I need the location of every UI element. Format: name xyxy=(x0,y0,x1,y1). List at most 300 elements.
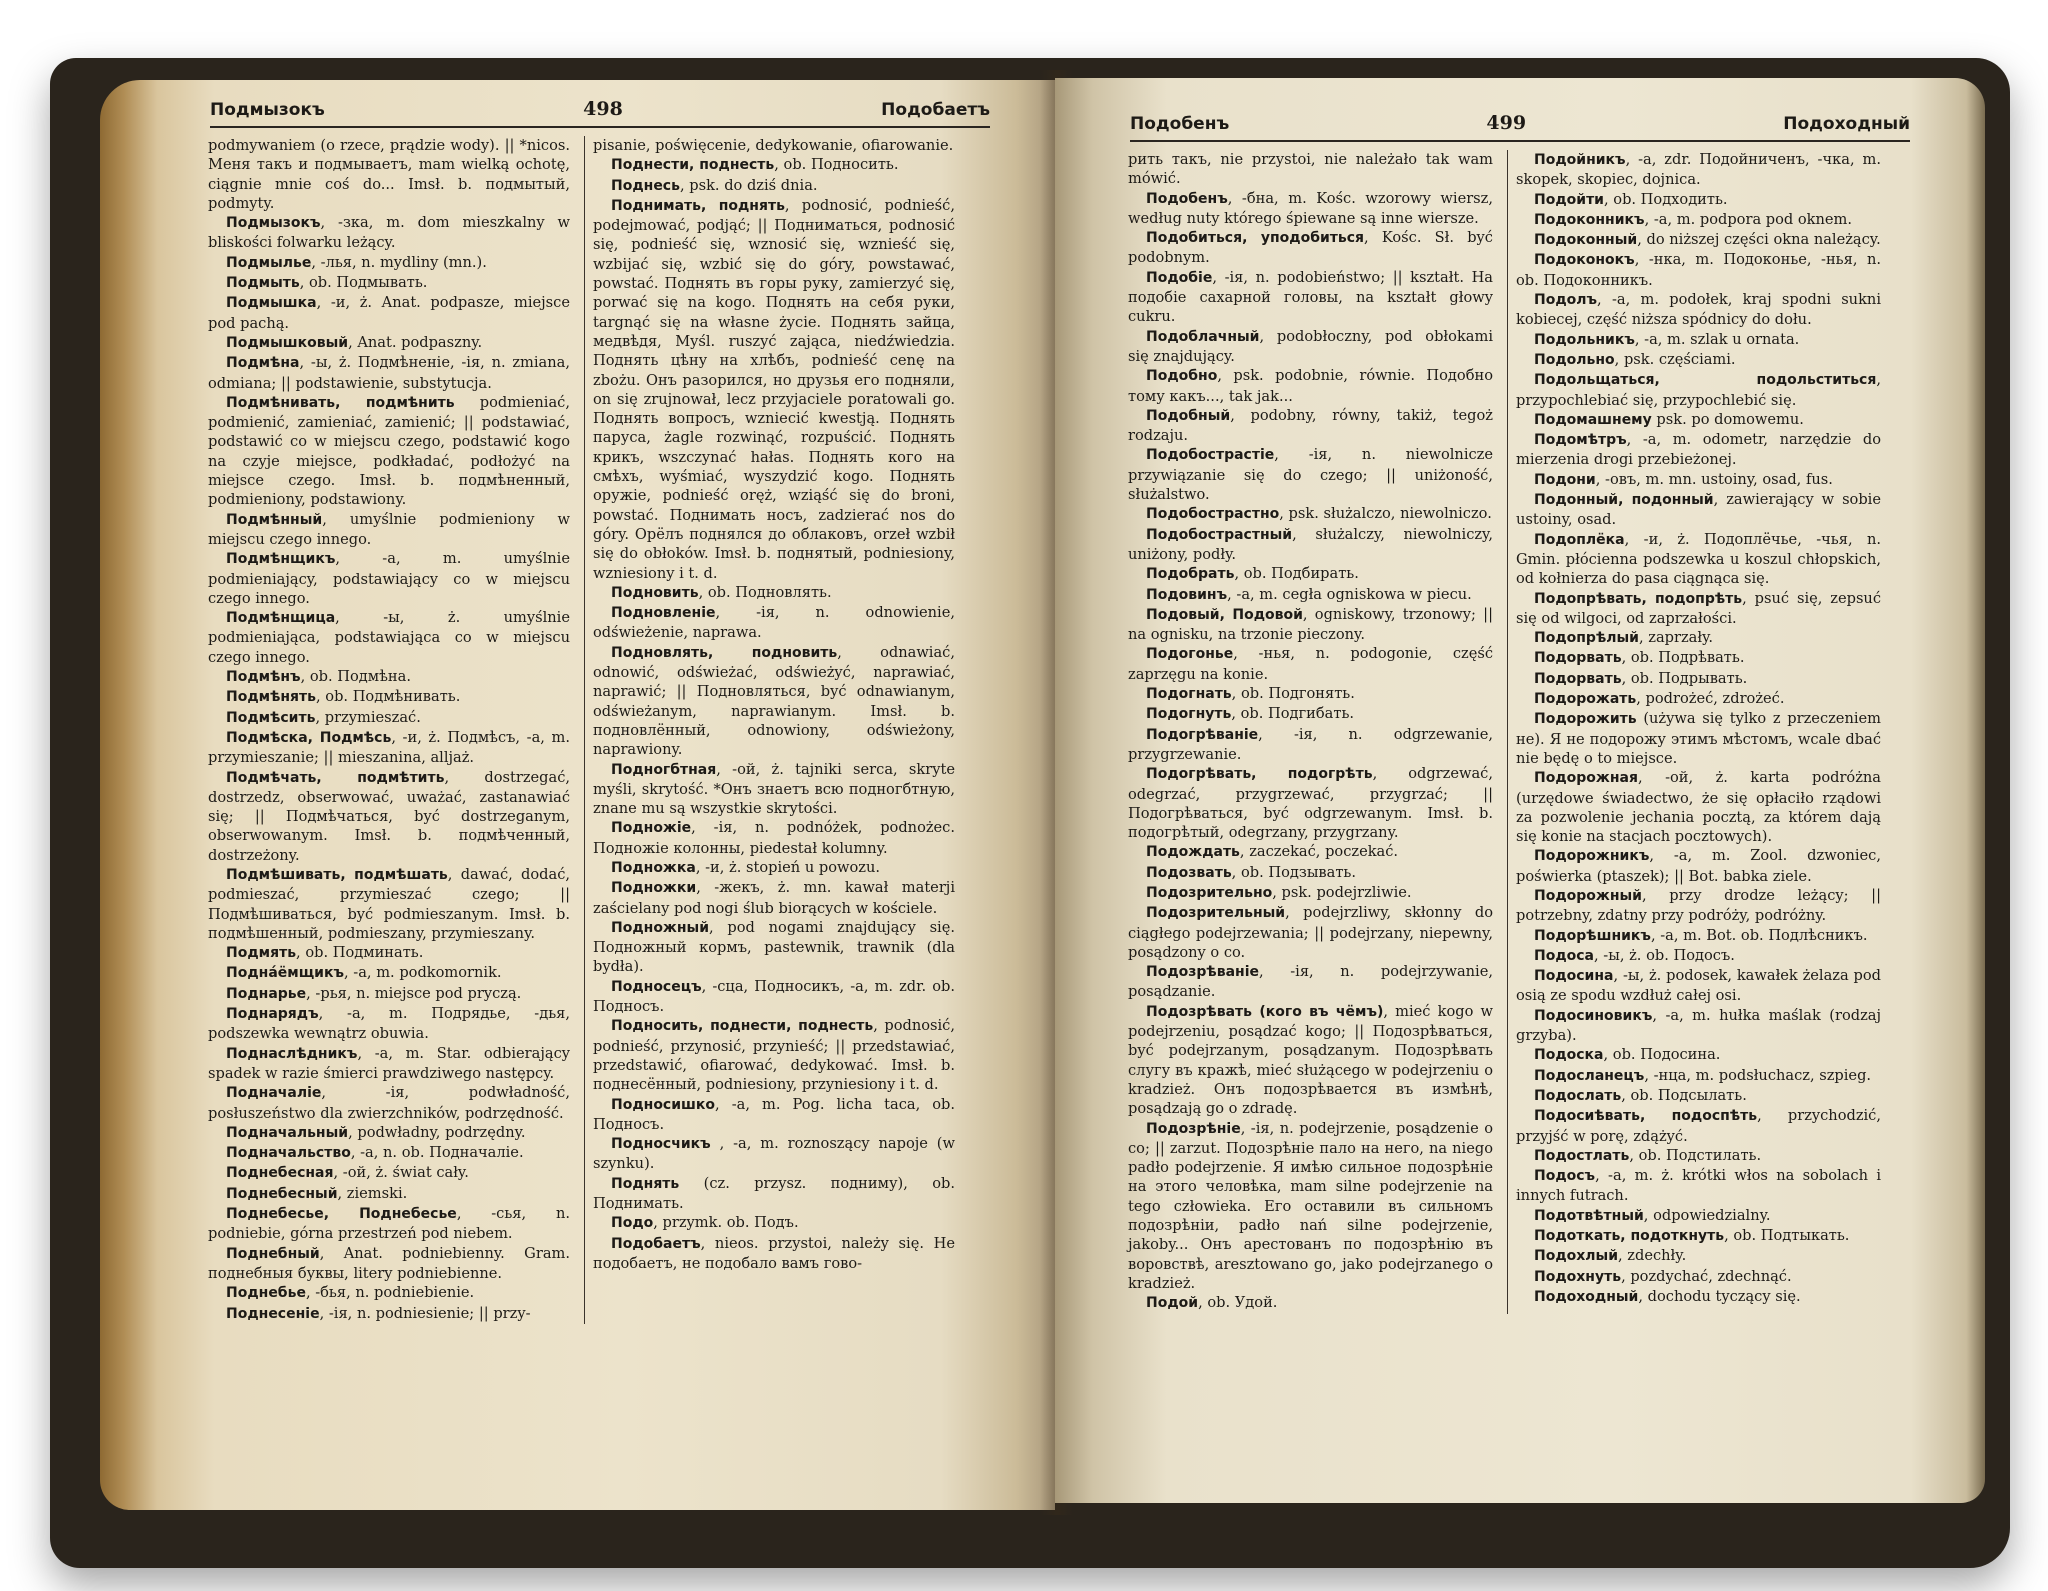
entry-headword: Подоса xyxy=(1534,947,1595,964)
dictionary-entry xyxy=(208,1004,570,1044)
dictionary-entry xyxy=(1128,327,1493,367)
entry-headword: Подогрѣваніе xyxy=(1146,726,1259,743)
entry-text: , Anat. podpaszny. xyxy=(348,333,483,351)
entry-headword: Подостлать xyxy=(1534,1147,1630,1164)
entry-headword: Поднебесный xyxy=(226,1185,338,1202)
dictionary-entry xyxy=(1516,1006,1881,1046)
dictionary-entry xyxy=(208,943,570,963)
dictionary-entry xyxy=(1128,725,1493,765)
entry-text: , -ія, podwładność, posłuszeństwo dla zwierzchników, podrzędność. xyxy=(208,1084,570,1122)
entry-text: , zdechły. xyxy=(1618,1247,1687,1265)
dictionary-entry xyxy=(1516,150,1881,190)
dictionary-entry xyxy=(593,643,955,760)
entry-headword: Подовинъ xyxy=(1146,586,1228,603)
entry-headword: Подносишко xyxy=(611,1096,716,1113)
entry-headword: Подмышка xyxy=(226,295,317,312)
dictionary-entry xyxy=(208,136,570,213)
entry-headword: Подогнуть xyxy=(1146,706,1232,723)
entry-headword: Подойти xyxy=(1534,191,1604,208)
column-2 xyxy=(584,136,955,1324)
entry-text: , ob. Подмѣна. xyxy=(300,668,411,686)
dictionary-entry xyxy=(593,176,955,196)
entry-text: , nieos. przystoi, należy się. Не подобаетъ, не подобало вамъ гово- xyxy=(593,1234,955,1272)
entry-text: , dochodu tyczący się. xyxy=(1638,1287,1801,1305)
entry-text: , psuć się, zepsuć się od wilgoci, od zaprzałości. xyxy=(1516,589,1882,627)
entry-text: , -ой, ż. tajniki serca, skryte myśli, skrytość. *Онъ знаетъ всю подногбтную, znane mu są wszystkie skrytości. xyxy=(593,760,955,818)
entry-headword: Подножіе xyxy=(611,820,692,837)
entry-text: , ob. Подбирать. xyxy=(1234,565,1359,583)
dictionary-entry xyxy=(1128,150,1493,189)
entry-text: , -овъ, m. mn. ustoiny, osad, fus. xyxy=(1595,470,1833,488)
entry-headword: Подна́ёмщикъ xyxy=(226,965,345,982)
dictionary-entry xyxy=(1516,490,1881,530)
dictionary-entry xyxy=(1516,886,1881,926)
entry-headword: Подослать xyxy=(1534,1087,1622,1104)
dictionary-entry xyxy=(208,293,570,333)
entry-text: , psk. służalczo, niewolniczo. xyxy=(1279,505,1492,523)
entry-text: , odpowiedzialny. xyxy=(1643,1206,1771,1224)
dictionary-entry xyxy=(208,687,570,707)
entry-text: , -а, m. umyślnie podmieniający, podstawiający co w miejscu czego innego. xyxy=(208,550,570,607)
entry-headword: Подногбтная xyxy=(611,761,717,778)
entry-headword: Подопрѣлый xyxy=(1534,630,1639,647)
entry-headword: Подоблачный xyxy=(1146,328,1260,345)
dictionary-entry xyxy=(1516,330,1881,350)
dictionary-entry xyxy=(593,155,955,175)
dictionary-entry xyxy=(1128,903,1493,962)
dictionary-entry xyxy=(1516,290,1881,330)
entry-text: , ob. Подзывать. xyxy=(1231,863,1357,881)
entry-text: , ob. Подмѣнивать. xyxy=(316,688,461,706)
entry-text: , -нья, n. podogonie, część zaprzęgu na konie. xyxy=(1128,645,1493,683)
entry-text: , ob. Подрѣвать. xyxy=(1621,649,1745,667)
entry-headword: Подомашнему xyxy=(1534,411,1652,428)
entry-headword: Подорожникъ xyxy=(1534,848,1650,865)
entry-text: , -ы, ż. umyślnie podmieniająca, podstawiająca co w miejscu czego innego. xyxy=(208,609,570,666)
entry-headword: Подмѣнять xyxy=(226,689,317,706)
dictionary-entry xyxy=(1128,366,1493,406)
entry-text: , Kośc. Sł. być podobnym. xyxy=(1128,229,1493,267)
dictionary-entry xyxy=(208,1083,570,1123)
dictionary-entry xyxy=(1516,669,1881,689)
dictionary-entry xyxy=(208,510,570,550)
entry-text: , -а, m. podpora pod oknem. xyxy=(1644,210,1853,228)
entry-headword: Подонный, подонный xyxy=(1534,492,1714,509)
dictionary-entry xyxy=(1128,585,1493,605)
dictionary-entry xyxy=(593,1213,955,1233)
dictionary-entry xyxy=(1516,1166,1881,1206)
running-head-right-word: Подобаетъ xyxy=(881,100,990,120)
entry-text: , ob. Подрывать. xyxy=(1621,669,1748,687)
entry-text: , zawierający w sobie ustoiny, osad. xyxy=(1516,491,1881,529)
entry-headword: Подорожить xyxy=(1534,711,1637,728)
entry-headword: Подобострастно xyxy=(1146,506,1280,523)
entry-text: , -нка, m. Подоконье, -нья, n. ob. Подоконникъ. xyxy=(1516,251,1881,289)
entry-headword: Подновить xyxy=(611,584,699,601)
entry-text: , -ія, n. podobieństwo; || kształt. На подобіе сахарной головы, na kształt głowy cukru. xyxy=(1128,268,1493,326)
entry-headword: Подозрѣніе xyxy=(1146,1120,1241,1137)
entry-text: , ob. Подгонять. xyxy=(1231,685,1355,703)
entry-text: , służalczy, niewolniczy, uniżony, podły. xyxy=(1128,525,1493,563)
dictionary-entry xyxy=(1516,530,1881,589)
dictionary-entry xyxy=(208,1204,570,1244)
entry-text: , mieć kogo w podejrzeniu, posądzać kogo; || Подозрѣваться, być podejrzanym, posądzanym. Подозрѣвать слугу въ кражѣ, mieć służącego w podejrzeniu o kradzież. Онъ подозрѣвается въ измѣнѣ, posądzają go o zdradę. xyxy=(1128,1002,1493,1118)
dictionary-entry xyxy=(1516,1287,1881,1307)
entry-headword: Подольщаться, подольститься xyxy=(1534,372,1877,389)
dictionary-entry xyxy=(1516,1066,1881,1086)
running-head-right-word: Подоходный xyxy=(1783,114,1910,134)
dictionary-entry xyxy=(593,1134,955,1174)
dictionary-entry xyxy=(1128,1002,1493,1119)
entry-headword: Поднимать, поднять xyxy=(611,197,785,214)
entry-headword: Подначальство xyxy=(226,1145,351,1162)
dictionary-entry xyxy=(208,333,570,353)
dictionary-entry xyxy=(1516,470,1881,490)
entry-headword: Подорожный xyxy=(1534,887,1642,904)
dictionary-entry xyxy=(208,273,570,293)
entry-headword: Подопрѣвать, подопрѣть xyxy=(1534,590,1743,607)
entry-headword: Подобаетъ xyxy=(611,1235,701,1252)
entry-headword: Поднебесье, Поднебесье xyxy=(226,1206,457,1223)
entry-headword: Подогонье xyxy=(1146,646,1234,663)
entry-text: , -а, m. roznoszący napoje (w szynku). xyxy=(593,1135,955,1173)
dictionary-entry xyxy=(208,1163,570,1183)
entry-headword: Подосиновикъ xyxy=(1534,1007,1653,1024)
dictionary-entry xyxy=(1516,946,1881,966)
entry-text: , przychodzić, przyjść w porę, zdążyć. xyxy=(1516,1107,1881,1145)
column-2 xyxy=(1507,150,1881,1314)
dictionary-entry xyxy=(1516,689,1881,709)
dictionary-entry xyxy=(1128,883,1493,903)
entry-text: , ob. Подсылать. xyxy=(1621,1086,1747,1104)
entry-text: , -а, m. podkomornik. xyxy=(344,964,502,982)
entry-text: , -зка, m. dom mieszkalny w bliskości folwarku leżący. xyxy=(208,214,570,252)
dictionary-entry xyxy=(208,1123,570,1143)
dictionary-entry xyxy=(208,708,570,728)
entry-text: , -а, m. odometr, narzędzie do mierzenia drogi przebieżonej. xyxy=(1516,431,1881,469)
entry-text: , odgrzewać, odegrzać, przygrzewać, przygrzać; || Подогрѣваться, być odgrzewanym. Imsł. b. подогрѣтый, odegrzany, przygrzany. xyxy=(1128,765,1493,842)
entry-headword: Подножки xyxy=(611,880,697,897)
entry-text: , -ы, ż. Подмѣненіе, -ія, n. zmiana, odmiana; || podstawienie, substytucja. xyxy=(208,354,570,392)
dictionary-entry xyxy=(1128,268,1493,327)
dictionary-entry xyxy=(1128,1293,1493,1313)
entry-headword: Подмыть xyxy=(226,275,300,292)
entry-headword: Подо xyxy=(611,1215,654,1232)
entry-headword: Подножный xyxy=(611,919,710,936)
entry-text: , -и, ż. Подмѣсъ, -а, m. przymieszanie; || mieszanina, alljaż. xyxy=(208,728,570,767)
entry-text: , -ія, n. podnóżek, podnożec. Подножіе колонны, piedestał kolumny. xyxy=(593,819,955,857)
dictionary-entry xyxy=(208,1304,570,1324)
entry-headword: Подой xyxy=(1146,1295,1199,1312)
dictionary-entry xyxy=(208,963,570,983)
dictionary-entry xyxy=(1516,846,1881,886)
entry-headword: Поднарье xyxy=(226,985,307,1002)
entry-text: , -и, ż. Anat. podpasze, miejsce pod pachą. xyxy=(208,294,570,332)
entry-headword: Подоконокъ xyxy=(1534,252,1635,269)
entry-headword: Подоплёка xyxy=(1534,531,1625,548)
entry-text: , -ы, ż. podosek, kawałek żelaza pod osią ze spodu wzdłuż całej osi. xyxy=(1516,967,1881,1005)
dictionary-entry xyxy=(1516,1086,1881,1106)
dictionary-entry xyxy=(1516,1206,1881,1226)
entry-text: , podobłoczny, pod obłokami się znajdujący. xyxy=(1128,327,1493,365)
dictionary-entry xyxy=(1128,406,1493,446)
entry-headword: Подмышковый xyxy=(226,334,349,351)
dictionary-entry xyxy=(1516,1045,1881,1065)
entry-headword: Подмѣска, Подмѣсь xyxy=(226,729,392,746)
entry-headword: Поднарядъ xyxy=(226,1006,319,1023)
entry-headword: Подобіе xyxy=(1146,269,1213,286)
page-number: 499 xyxy=(1486,112,1527,134)
entry-headword: Подмѣсить xyxy=(226,709,316,726)
entry-text: (używa się tylko z przeczeniem не). Я не подорожу этимъ мѣстомъ, wcale dbać nie będę o to miejsce. xyxy=(1516,710,1881,767)
entry-text: , ob. Подстилать. xyxy=(1629,1146,1762,1164)
entry-text: , ziemski. xyxy=(337,1184,408,1202)
entry-headword: Подозрительно xyxy=(1146,884,1273,901)
entry-text: , psk. podobnie, równie. Подобно тому какъ..., tak jak... xyxy=(1128,367,1493,405)
entry-text: , -а, m. Pog. licha taca, ob. Подносъ. xyxy=(593,1095,955,1133)
dictionary-entry xyxy=(593,1016,955,1094)
entry-text: podmywaniem (o rzece, prądzie wody). || *nicos. Меня такъ и подмываетъ, mam wielką ochotę, ciągnie mnie coś do... Imsł. b. подмытый, podmyty. xyxy=(208,137,570,212)
dictionary-entry xyxy=(208,1184,570,1204)
entry-headword: Подольно xyxy=(1534,351,1615,368)
running-head-left-word: Подмызокъ xyxy=(210,100,325,120)
entry-headword: Подмять xyxy=(226,945,297,962)
entry-headword: Поднаслѣдникъ xyxy=(226,1045,358,1062)
entry-text: , ob. Подновлять. xyxy=(698,583,832,601)
entry-text: podmieniać, podmienić, zamieniać, zamienić; || podstawiać, podstawić co w miejscu czego, podstawić kogo na czyje miejsce, podkładać, podłożyć na miejsce czego. Imsł. b. подмѣненный, podmieniony, podstawiony. xyxy=(208,393,570,509)
dictionary-entry xyxy=(208,865,570,943)
entry-text: , ob. Подходить. xyxy=(1604,190,1728,208)
dictionary-entry xyxy=(208,667,570,687)
entry-headword: Подножка xyxy=(611,859,696,876)
entry-headword: Подмѣчать, подмѣтить xyxy=(226,769,445,786)
entry-headword: Подохлый xyxy=(1534,1248,1619,1265)
entry-text: , -а, m. Bot. ob. Подлѣсникъ. xyxy=(1650,926,1868,944)
entry-text: , -сья, n. podniebie, górna przestrzeń pod niebem. xyxy=(208,1205,570,1243)
dictionary-entry xyxy=(1128,764,1493,842)
entry-headword: Подносчикъ xyxy=(611,1136,711,1153)
entry-headword: Подновленіе xyxy=(611,605,716,622)
dictionary-entry xyxy=(208,253,570,273)
entry-headword: Подомѣтръ xyxy=(1534,432,1627,449)
entry-text: , -ы, ż. ob. Подосъ. xyxy=(1594,946,1735,964)
dictionary-entry xyxy=(1128,1119,1493,1294)
entry-text: , -а, n. ob. Подначаліе. xyxy=(350,1144,524,1162)
entry-text: (cz. przysz. подниму), ob. Поднимать. xyxy=(593,1174,955,1213)
entry-headword: Подозрѣвать (кого въ чёмъ) xyxy=(1146,1003,1384,1020)
entry-headword: Поднять xyxy=(611,1175,680,1192)
dictionary-entry xyxy=(208,1244,570,1284)
dictionary-entry xyxy=(1516,210,1881,230)
entry-text: , przymieszać. xyxy=(315,708,421,726)
dictionary-entry xyxy=(208,393,570,510)
dictionary-entry xyxy=(1128,962,1493,1002)
entry-headword: Подосина xyxy=(1534,968,1614,985)
entry-headword: Поднебье xyxy=(226,1285,306,1302)
entry-headword: Подовый, Подовой xyxy=(1146,606,1303,623)
entry-headword: Подолъ xyxy=(1534,292,1598,309)
entry-text: , -и, ż. Подоплёчье, -чья, n. Gmin. płócienna podszewka u koszul chłopskich, od kołnierza do pasa ciągnąca się. xyxy=(1516,530,1881,588)
entry-text: , ob. Подминать. xyxy=(296,944,424,962)
entry-text: , dawać, dodać, podmieszać, przymieszać czego; || Подмѣшиваться, być podmieszanym. Imsł. b. подмѣшенный, podmieszany, przymieszany. xyxy=(208,865,571,942)
dictionary-entry xyxy=(593,818,955,858)
dictionary-entry xyxy=(593,1174,955,1214)
entry-text: , zaczekać, poczekać. xyxy=(1239,843,1399,861)
dictionary-entry xyxy=(208,768,570,865)
entry-headword: Подоткать, подоткнуть xyxy=(1534,1228,1725,1245)
entry-text: , -ой, ż. karta podróżna (urzędowe świadectwo, że się opłaciło rządowi za pozwolenie jechania pocztą, za którem dają się konie na stacjach pocztowych). xyxy=(1516,769,1881,846)
dictionary-entry xyxy=(593,878,955,918)
dictionary-entry xyxy=(208,608,570,667)
entry-headword: Подобно xyxy=(1146,368,1218,385)
dictionary-entry xyxy=(1128,189,1493,229)
entry-headword: Подобный xyxy=(1146,407,1231,424)
entry-text: , -а, m. Star. odbierający spadek w razie śmierci prawdziwego następcy. xyxy=(208,1044,570,1082)
entry-headword: Подмѣнный xyxy=(226,511,323,528)
dictionary-entry xyxy=(593,136,955,155)
entry-text: , podwładny, podrzędny. xyxy=(348,1123,526,1141)
entry-text: , -ія, n. podejrzenie, posądzenie o co; || zarzut. Подозрѣніе пало на него, na niego padło podejrzenie. Я имѣю сильное подозрѣніе на этого человѣка, mam silne podejrzenie na tego człowieka. Его оставили въ сильномъ подозрѣніи, padło nań silne podejrzenie, jakoby... Онъ арестованъ по подозрѣнію въ воровствѣ, aresztowano go, jako podejrzanego o kradzież. xyxy=(1128,1119,1493,1292)
entry-headword: Подмызокъ xyxy=(226,215,321,232)
entry-headword: Подорвать xyxy=(1534,650,1622,667)
entry-text: , przy drodze leżący; || potrzebny, zdatny przy podróży, podróżny. xyxy=(1516,886,1881,925)
entry-text: , -ой, ż. świat cały. xyxy=(333,1164,469,1182)
entry-headword: Подновлять, подновить xyxy=(611,644,838,661)
entry-headword: Подольникъ xyxy=(1534,331,1635,348)
dictionary-entry xyxy=(1516,230,1881,250)
entry-headword: Подохнуть xyxy=(1534,1268,1622,1285)
entry-text: , zaprzały. xyxy=(1638,629,1714,647)
entry-text: , przypochlebiać się, przypochlebić się. xyxy=(1516,371,1881,409)
entry-headword: Подмѣнивать, подмѣнить xyxy=(226,394,455,411)
dictionary-entry xyxy=(1516,648,1881,668)
entry-text: , -ія, n. podniesienie; || przy- xyxy=(319,1304,531,1322)
dictionary-entry xyxy=(1128,525,1493,565)
entry-text: , przymk. ob. Подъ. xyxy=(653,1214,799,1232)
dictionary-entry xyxy=(593,760,955,819)
page-number: 498 xyxy=(583,98,623,120)
entry-text: , pod nogami znajdujący się. Подножный кормъ, pastewnik, trawnik (dla bydła). xyxy=(593,918,955,976)
column-1 xyxy=(1128,150,1493,1314)
column-1 xyxy=(208,136,570,1324)
dictionary-entry xyxy=(208,728,570,768)
entry-text: , podrożeć, zdrożeć. xyxy=(1636,690,1785,708)
entry-headword: Поднебный xyxy=(226,1245,320,1262)
entry-headword: Подотвѣтный xyxy=(1534,1207,1644,1224)
entry-headword: Подогрѣвать, подогрѣть xyxy=(1146,766,1373,783)
entry-headword: Подобрать xyxy=(1146,566,1235,583)
right-page xyxy=(1055,78,1985,1503)
entry-headword: Подойникъ xyxy=(1534,152,1626,168)
entry-text: , -а, m. hułka maślak (rodzaj grzyba). xyxy=(1516,1006,1881,1045)
dictionary-entry xyxy=(593,603,955,643)
entry-headword: Подосъ xyxy=(1534,1168,1596,1185)
entry-text: , -а, m. Zool. dzwoniec, poświerka (ptaszek); || Bot. babka ziele. xyxy=(1516,847,1881,885)
dictionary-entry xyxy=(1516,410,1881,430)
entry-text: , -сца, Подносикъ, -а, m. zdr. ob. Подносъ. xyxy=(593,977,955,1016)
dictionary-entry xyxy=(1128,564,1493,584)
entry-headword: Подмѣшивать, подмѣшать xyxy=(226,866,448,883)
dictionary-entry xyxy=(593,858,955,878)
entry-text: , -а, m. ż. krótki włos na sobolach i innych futrach. xyxy=(1516,1167,1881,1205)
entry-headword: Поднебесная xyxy=(226,1165,334,1182)
entry-text: , -а, m. szlak u ornata. xyxy=(1634,330,1800,348)
entry-headword: Подобенъ xyxy=(1146,190,1228,207)
dictionary-entry xyxy=(1516,1146,1881,1166)
entry-text: , -ія, n. podejrzywanie, posądzanie. xyxy=(1128,963,1493,1001)
entry-headword: Поднести, поднесть xyxy=(611,157,775,174)
entry-text: , psk. częściami. xyxy=(1614,350,1736,368)
dictionary-entry xyxy=(1128,684,1493,704)
dictionary-entry xyxy=(1516,1267,1881,1287)
entry-headword: Поднесеніе xyxy=(226,1305,320,1322)
dictionary-entry xyxy=(1128,228,1493,268)
dictionary-entry xyxy=(593,583,955,603)
entry-text: , -ія, n. niewolnicze przywiązanie się do czego; || uniżoność, służalstwo. xyxy=(1128,446,1493,504)
entry-headword: Подорожная xyxy=(1534,770,1638,787)
entry-text: рить такъ, nie przystoi, nie należało tak wam mówić. xyxy=(1128,151,1493,188)
entry-text: , ob. Подтыкать. xyxy=(1724,1227,1850,1245)
dictionary-entry xyxy=(208,549,570,608)
running-head-left-word: Подобенъ xyxy=(1130,114,1230,134)
dictionary-entry xyxy=(1516,250,1881,290)
dictionary-entry xyxy=(1516,430,1881,470)
entry-text: , ogniskowy, trzonowy; || na ognisku, na trzonie pieczony. xyxy=(1128,605,1493,644)
entry-text: , -а, m. cegła ogniskowa w piecu. xyxy=(1227,585,1472,603)
entry-headword: Подобострастный xyxy=(1146,526,1293,543)
dictionary-entry xyxy=(208,1044,570,1084)
dictionary-entry xyxy=(593,977,955,1017)
entry-text: pisanie, poświęcenie, dedykowanie, ofiarowanie. xyxy=(593,137,954,154)
entry-text: , odnawiać, odnowić, odświeżać, odświeżyć, naprawiać, naprawić; || Подновляться, być odnawianym, odświeżanym, naprawianym. Imsł. b. подновлённый, odnowiony, odświeżony, naprawiony. xyxy=(593,643,955,759)
entry-headword: Подони xyxy=(1534,471,1596,488)
dictionary-entry xyxy=(1128,704,1493,724)
dictionary-entry xyxy=(1516,966,1881,1006)
entry-text: , podnosić, podnieść, przynosić, przynieść; || przedstawiać, przedstawić, ofiarować, dedykować. Imsł. b. поднесённый, podniesiony, przyniesiony i t. d. xyxy=(593,1017,955,1094)
entry-text: , Anat. podniebienny. Gram. поднебныя буквы, litery podniebienne. xyxy=(208,1244,570,1282)
dictionary-entry xyxy=(208,984,570,1004)
dictionary-entry xyxy=(1128,644,1493,684)
entry-headword: Подоконный xyxy=(1534,232,1638,249)
entry-text: , -ія, n. odnowienie, odświeżenie, naprawa. xyxy=(593,604,955,642)
entry-headword: Подначальный xyxy=(226,1124,349,1141)
entry-text: , ob. Подосина. xyxy=(1603,1046,1721,1064)
entry-headword: Подобострастіе xyxy=(1146,447,1275,464)
entry-text: , -бья, n. podniebienie. xyxy=(305,1284,475,1302)
dictionary-entry xyxy=(593,918,955,977)
entry-text: , ob. Удой. xyxy=(1198,1294,1278,1312)
dictionary-entry xyxy=(1516,1226,1881,1246)
dictionary-entry xyxy=(1516,926,1881,946)
left-page xyxy=(100,80,1055,1510)
dictionary-entry xyxy=(1128,863,1493,883)
entry-text: , -а, m. podołek, kraj spodni sukni kobiecej, część niższa spódnicy do dołu. xyxy=(1516,291,1881,329)
dictionary-entry xyxy=(208,1143,570,1163)
dictionary-entry xyxy=(593,1095,955,1135)
entry-headword: Подоконникъ xyxy=(1534,211,1645,228)
entry-text: , dostrzegać, dostrzedz, obserwować, uważać, zastanawiać się; || Подмѣчаться, być dostrzeganym, obserwowanym. Imsł. b. подмѣченный, dostrzeżony. xyxy=(208,768,571,864)
entry-text: , ob. Подгибать. xyxy=(1231,705,1355,723)
dictionary-entry xyxy=(1128,445,1493,504)
entry-headword: Подосиѣвать, подоспѣть xyxy=(1534,1108,1758,1125)
entry-headword: Подоска xyxy=(1534,1047,1604,1064)
entry-headword: Подогнать xyxy=(1146,686,1232,703)
dictionary-entry xyxy=(208,353,570,393)
dictionary-entry xyxy=(1128,605,1493,645)
entry-headword: Подобиться, уподобиться xyxy=(1146,230,1365,247)
entry-text: , -жекъ, ż. mn. kawał materji zaścielany pod nogi ślub biorących w kościele. xyxy=(593,879,955,917)
entry-headword: Подорожать xyxy=(1534,691,1637,708)
